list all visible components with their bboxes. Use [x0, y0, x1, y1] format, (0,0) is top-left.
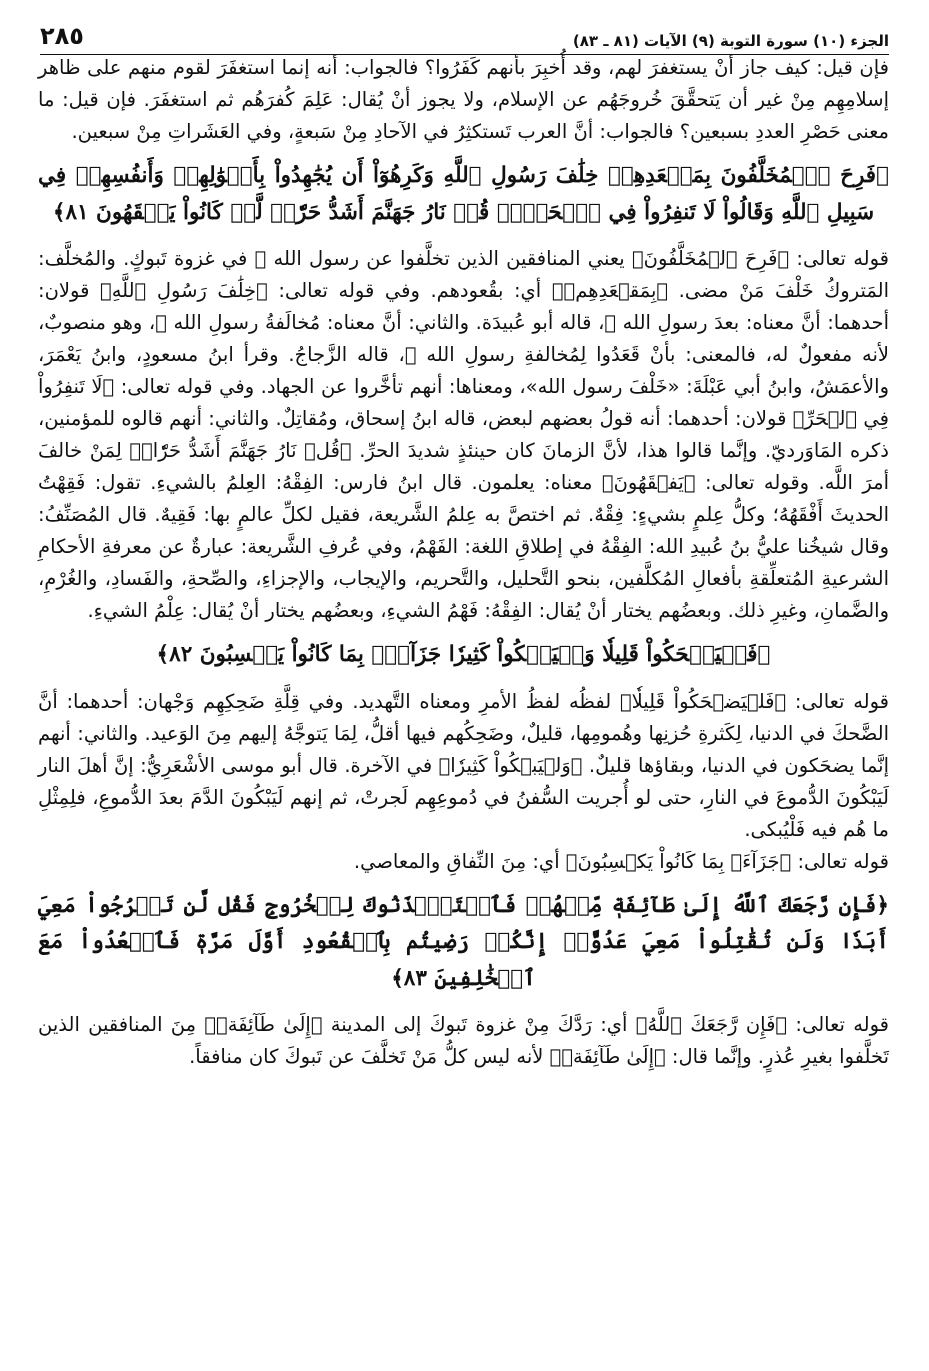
- quran-verse-83: ﴿فَإِن رَّجَعَكَ ٱللَّهُ إِلَىٰ طَآئِفَةٖ مِّنۡهُمۡ فَٱسۡتَـٔۡذَنُوكَ لِلۡخُرُوجِ فَقُل لَّن تَخۡرُجُواْ مَعِيَ أَبَدٗا وَلَن تُقَٰتِلُواْ مَعِيَ عَدُوًّاۖ إِنَّكُمۡ رَضِيتُم بِٱلۡقُعُودِ أَوَّلَ مَرَّةٖ فَٱقۡعُدُواْ مَعَ ٱلۡخَٰلِفِينَ ٨٣﴾: [38, 892, 889, 991]
- quran-verse-81: ﴿فَرِحَ ٱلۡمُخَلَّفُونَ بِمَقۡعَدِهِمۡ خِلَٰفَ رَسُولِ ٱللَّهِ وَكَرِهُوٓاْ أَن يُجَٰهِدُواْ بِأَمۡوَٰلِهِمۡ وَأَنفُسِهِمۡ فِي سَبِيلِ ٱللَّهِ وَقَالُواْ لَا تَنفِرُواْ فِي ٱلۡحَرِّۗ قُلۡ نَارُ جَهَنَّمَ أَشَدُّ حَرّٗاۚ لَّوۡ كَانُواْ يَفۡقَهُونَ ٨١﴾: [38, 163, 889, 225]
- commentary-paragraph: قوله تعالى: ﴿فَإِن رَّجَعَكَ ٱللَّهُ﴾ أي: رَدَّكَ مِنْ غزوة تَبوكَ إلى المدينة ﴿إِلَىٰ طَآئِفَةٖ﴾ مِنَ المنافقين الذين تَخلَّفوا بغيرِ عُذرٍ. وإنَّما قال: ﴿إِلَىٰ طَآئِفَةٖ﴾ لأنه ليس كلُّ مَنْ تَخلَّفَ عن تَبوكَ كان منافقاً.: [38, 1013, 889, 1068]
- commentary-paragraph: فإن قيل: كيف جاز أنْ يستغفرَ لهم، وقد أُخبِرَ بأنهم كَفَرُوا؟ فالجواب: أنه إنما استغفَرَ لقوم منهم على ظاهر إسلامِهِم مِنْ غير أن يَتحقَّقَ خُروجَهُم عن الإسلام، ولا يجوز أنْ يُقال: عَلِمَ كُفرَهُم ثم استغفَرَ. فإن قيل: ما معنى حَصْرِ العددِ بسبعين؟ فالجواب: أنَّ العرب تَستكثِرُ في الآحادِ مِنْ سَبعةٍ، وفي العَشَراتِ مِنْ سبعين.: [38, 56, 889, 143]
- commentary-paragraph: قوله تعالى: ﴿فَلۡيَضۡحَكُواْ قَلِيلٗا﴾ لفظُه لفظُ الأمرِ ومعناه التَّهديد. وفي قِلَّةِ ضَحِكِهِم وَجْهان: أحدهما: أنَّ الضَّحكَ في الدنيا، لِكَثرةِ حُزنِها وهُمومِها، قليلٌ، وضَحِكُهم فيها أقلُّ، لِمَا يَتوجَّهُ إليهم مِنَ الوَعيد. والثاني: أنهم إنَّما يضحَكون في الدنيا، وبقاؤها قليلٌ. ﴿وَلۡيَبۡكُواْ كَثِيرٗا﴾ في الآخرة. قال أبو موسى الأشْعَرِيُّ: إنَّ أهلَ النار لَيَبْكُونَ الدُّموعَ في النارِ، حتى لو أُجريت السُّفنُ في دُموعِهِم لَجرتْ، ثم إنهم لَيَبْكُونَ الدَّمَ بعدَ الدُّموعِ، فلِمِثْلِ ما هُم فيه فَلْيُبكى.: [38, 689, 889, 841]
- page-body: [38, 52, 889, 1073]
- page-number: ٢٨٥: [40, 22, 84, 50]
- commentary-paragraph: قوله تعالى: ﴿جَزَآءَۢ بِمَا كَانُواْ يَكۡسِبُونَ﴾ أي: مِنَ النِّفاقِ والمعاصي.: [353, 849, 889, 873]
- quran-verse-82: ﴿فَلۡيَضۡحَكُواْ قَلِيلٗا وَلۡيَبۡكُواْ كَثِيرٗا جَزَآءَۢ بِمَا كَانُواْ يَكۡسِبُونَ ٨٢﴾: [156, 642, 771, 667]
- commentary-paragraph: قوله تعالى: ﴿فَرِحَ ٱلۡمُخَلَّفُونَ﴾ يعني المنافقين الذين تخلَّفوا عن رسول الله ﷺ في غزوة تَبوكٍ. والمُخلَّف: المَتروكُ خَلْفَ مَنْ مضى. ﴿بِمَقۡعَدِهِمۡ﴾ أي: بقُعودهم. وفي قوله تعالى: ﴿خِلَٰفَ رَسُولِ ٱللَّهِ﴾ قولان: أحدهما: أنَّ معناه: بعدَ رسولِ الله ﷺ، قاله أبو عُبيدَة. والثاني: أنَّ معناه: مُخالَفةُ رسولِ الله ﷺ، وهو منصوبٌ، لأنه مفعولٌ له، فالمعنى: بأنْ قَعَدُوا لِمُخالفةِ رسولِ الله ﷺ، قاله الزَّجاجُ. وقرأ ابنُ مسعودٍ، وابنُ يَعْمَرَ، والأعمَشُ، وابنُ أبي عَبْلَةَ: «خَلْفَ رسول الله»، ومعناها: أنهم تأخَّروا عن الجهاد. وفي قوله تعالى: ﴿لَا تَنفِرُواْ فِي ٱلۡحَرِّ﴾ قولان: أحدهما: أنه قولُ بعضهم لبعض، قاله ابنُ إسحاق، ومُقاتِلٌ. والثاني: أنهم قالوه للمؤمنين، ذكره المَاوَرديّ. وإنَّما قالوا هذا، لأنَّ الزمانَ كان حينئذٍ شديدَ الحرِّ. ﴿قُلۡ نَارُ جَهَنَّمَ أَشَدُّ حَرّٗاۚ﴾ لِمَنْ خالفَ أمرَ اللَّه. وقوله تعالى: ﴿يَفۡقَهُونَ﴾ معناه: يعلمون. قال ابنُ فارس: الفِقْهُ: العِلمُ بالشيءِ. تقول: فَقِهْتُ الحديثَ أَفْقَهُهُ؛ وكلُّ عِلمٍ بشيءٍ: فِقْهٌ. ثم اختصَّ به عِلمُ الشَّريعة، فقيل لكلِّ عالمٍ بها: فَقِيهٌ. قال المُصَنِّفُ: وقال شيخُنا عليُّ بنُ عُبيدِ الله: الفِقْهُ في إطلاقِ اللغة: الفَهْمُ، وفي عُرفِ الشَّريعة: عبارةٌ عن معرفةِ الأحكامِ الشرعيةِ المُتعلِّقةِ بأفعالِ المُكلَّفين، بنحو التَّحليل، والتَّحريم، والإيجاب، والإجزاءِ، والصِّحةِ، والفَسادِ، والغُرْمِ، والضَّمانِ، وغيرِ ذلك. وبعضُهم يختار أنْ يُقال: الفِقْهُ: فَهْمُ الشيءِ، وبعضُهم يختار أنْ يُقال: عِلْمُ الشيءِ.: [38, 247, 889, 622]
- running-header: [40, 22, 889, 55]
- running-title: الجزء (١٠) سورة التوبة (٩) الآيات (٨١ ـ ٨٣): [572, 32, 889, 50]
